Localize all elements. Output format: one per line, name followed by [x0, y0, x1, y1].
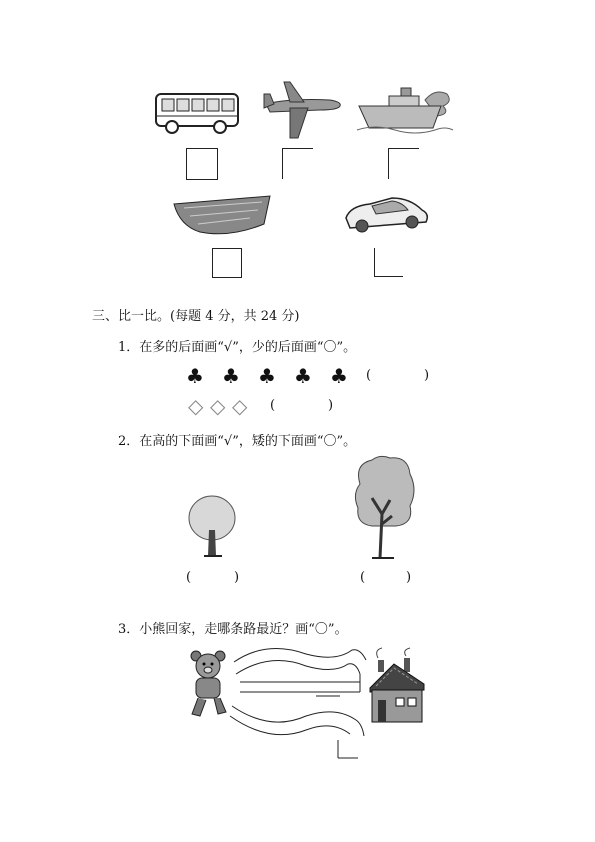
q2-prompt: 2．在高的下面画“√”，矮的下面画“〇”。 [118, 434, 357, 449]
answer-box-car[interactable] [374, 248, 403, 277]
q1-row2-answer-left-paren[interactable]: ( [270, 398, 276, 413]
section-heading: 三、比一比。(每题 4 分，共 24 分) [92, 309, 300, 324]
club-icon: ♣ [222, 364, 240, 388]
club-icon: ♣ [258, 364, 276, 388]
diamond-icon: ◇ [210, 394, 226, 418]
bus-icon [152, 88, 242, 136]
q2-small-tree-answer-right-paren[interactable]: ) [234, 570, 240, 585]
house-icon [366, 646, 426, 724]
car-icon [340, 192, 432, 236]
path-map[interactable] [226, 640, 376, 760]
small-tree-icon [186, 494, 238, 560]
answer-box-airplane[interactable] [282, 148, 313, 179]
answer-box-boat[interactable] [212, 248, 242, 278]
answer-box-bus[interactable] [186, 148, 218, 180]
boat-icon [170, 190, 274, 240]
club-icon: ♣ [294, 364, 312, 388]
diamond-icon: ◇ [188, 394, 204, 418]
q2-tall-tree-answer-right-paren[interactable]: ) [406, 570, 412, 585]
tall-tree-icon [350, 454, 418, 560]
q3-prompt: 3．小熊回家，走哪条路最近？画“〇”。 [118, 622, 348, 637]
club-icon: ♣ [186, 364, 204, 388]
q1-row2-answer-right-paren[interactable]: ) [328, 398, 334, 413]
airplane-icon [260, 80, 344, 140]
q1-row1-answer-right-paren[interactable]: ) [424, 368, 430, 383]
ship-icon [355, 84, 455, 138]
answer-box-ship[interactable] [388, 148, 419, 179]
q1-prompt: 1．在多的后面画“√”，少的后面画“〇”。 [118, 340, 357, 355]
diamond-icon: ◇ [232, 394, 248, 418]
q2-tall-tree-answer-left-paren[interactable]: ( [360, 570, 366, 585]
q2-small-tree-answer-left-paren[interactable]: ( [186, 570, 192, 585]
q1-row1-answer-left-paren[interactable]: ( [366, 368, 372, 383]
club-icon: ♣ [330, 364, 348, 388]
